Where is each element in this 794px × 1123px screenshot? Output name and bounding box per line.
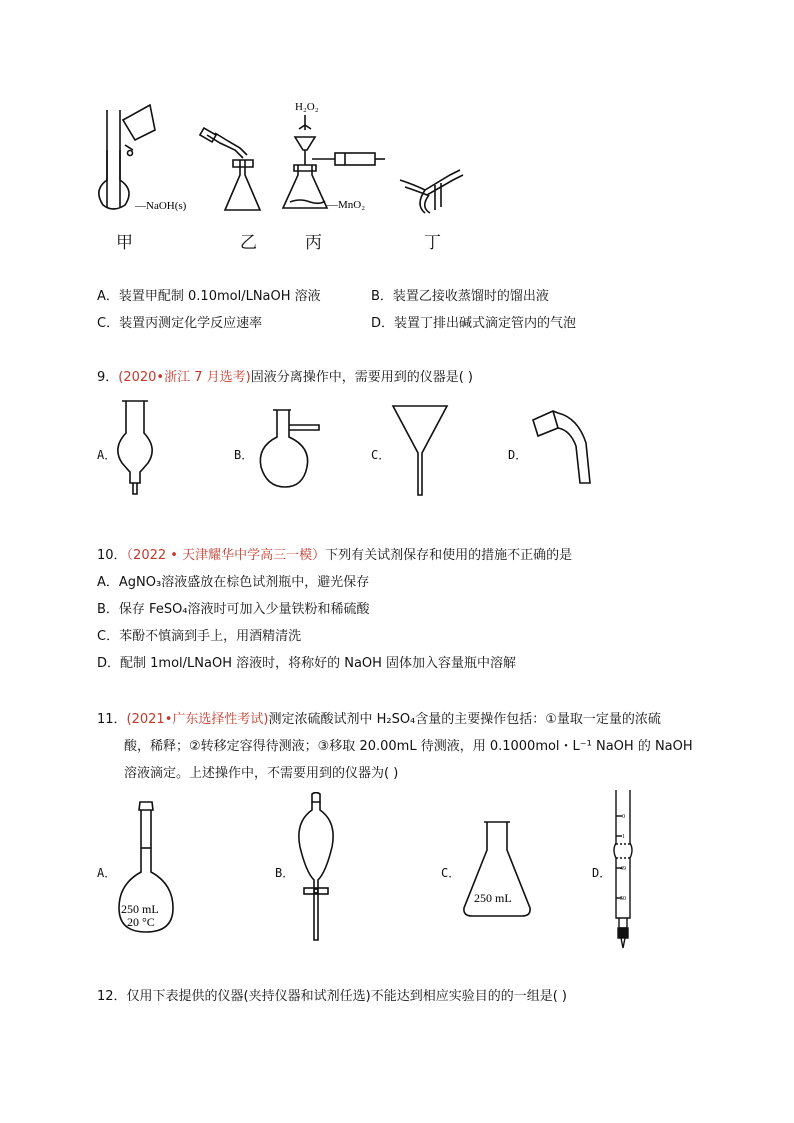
q12-number: 12． [97, 989, 127, 1004]
q11-burette-figure [608, 788, 638, 950]
q11-option-a-label: A． [97, 866, 117, 880]
q8-apparatus-figure [95, 95, 485, 220]
q11-source: (2021•广东选择性考试) [126, 712, 269, 727]
q9-funnel-figure [390, 403, 450, 498]
q11-stem-1: 测定浓硫酸试剂中 H₂SO₄含量的主要操作包括：①量取一定量的浓硫 [268, 712, 661, 727]
burette-tick-0: 0 [622, 814, 625, 820]
q8-option-a: A．装置甲配制 0.10mol/LNaOH 溶液 [97, 289, 321, 304]
q8-option-d: D．装置丁排出碱式滴定管内的气泡 [371, 316, 577, 331]
mno2-label: —MnO₂ [327, 199, 366, 211]
q11-stem-line-1 [97, 710, 661, 730]
q11-option-c-label: C． [441, 866, 461, 880]
q11-option-d-label: D． [592, 866, 612, 880]
apparatus-label-bing: 丙 [305, 233, 322, 253]
q9-distilling-flask-figure [255, 405, 325, 495]
q12-stem-line [97, 987, 567, 1007]
q10-option-c: C．苯酚不慎滴到手上，用酒精清洗 [97, 629, 302, 644]
q10-stem: 下列有关试剂保存和使用的措施不正确的是 [325, 548, 573, 563]
q10-option-d: D．配制 1mol/LNaOH 溶液时，将称好的 NaOH 固体加入容量瓶中溶解 [97, 656, 517, 671]
erlenmeyer-volume-label: 250 mL [474, 891, 512, 905]
q9-stem: 固液分离操作中，需要用到的仪器是( ) [250, 370, 473, 385]
h2o2-label: H₂O₂ [295, 101, 319, 113]
q10-number: 10． [97, 548, 127, 563]
q8-option-c: C．装置丙测定化学反应速率 [97, 316, 263, 331]
q9-option-c-label: C． [371, 448, 391, 462]
q9-bent-tube-figure [528, 408, 593, 488]
apparatus-label-jia: 甲 [116, 233, 133, 253]
burette-tick-50: 50 [620, 896, 626, 902]
q10-option-a: A．AgNO₃溶液盛放在棕色试剂瓶中，避光保存 [97, 575, 370, 590]
q9-option-a-label: A． [97, 448, 117, 462]
q8-option-b: B．装置乙接收蒸馏时的馏出液 [371, 289, 549, 304]
burette-tick-1: 1 [622, 834, 625, 840]
flask-temperature-label: 20 °C [127, 915, 155, 929]
flask-volume-label: 250 mL [121, 902, 159, 916]
q11-stem-line-2: 酸，稀释；②转移定容得待测液；③移取 20.00mL 待测液，用 0.1000mol・L⁻¹ NaOH 的 NaOH [124, 739, 693, 754]
q9-option-d-label: D． [508, 448, 528, 462]
q9-option-b-label: B． [234, 448, 254, 462]
q9-number: 9． [97, 370, 119, 385]
q11-volumetric-flask-figure [115, 800, 177, 936]
q11-erlenmeyer-flask-figure [458, 820, 536, 920]
q10-stem-line [97, 546, 572, 566]
naoh-solid-label: —NaOH(s) [135, 200, 187, 212]
q11-option-b-label: B． [275, 866, 295, 880]
q9-source: (2020•浙江 7 月选考) [118, 370, 251, 385]
q10-source: （2022 • 天津耀华中学高三一模） [126, 548, 326, 563]
q12-stem: 仅用下表提供的仪器(夹持仪器和试剂任选)不能达到相应实验目的的一组是( ) [126, 989, 567, 1004]
q11-number: 11． [97, 712, 127, 727]
apparatus-label-ding: 丁 [424, 233, 441, 253]
burette-tick-49: 49 [620, 866, 626, 872]
q10-option-b: B．保存 FeSO₄溶液时可加入少量铁粉和稀硫酸 [97, 602, 370, 617]
q9-separatory-funnel-figure [110, 398, 160, 498]
q11-stem-line-3: 溶液滴定。上述操作中，不需要用到的仪器为( ) [124, 766, 399, 781]
q9-stem-line [97, 368, 473, 388]
q11-separatory-funnel-figure [290, 792, 342, 942]
apparatus-label-yi: 乙 [240, 233, 257, 253]
